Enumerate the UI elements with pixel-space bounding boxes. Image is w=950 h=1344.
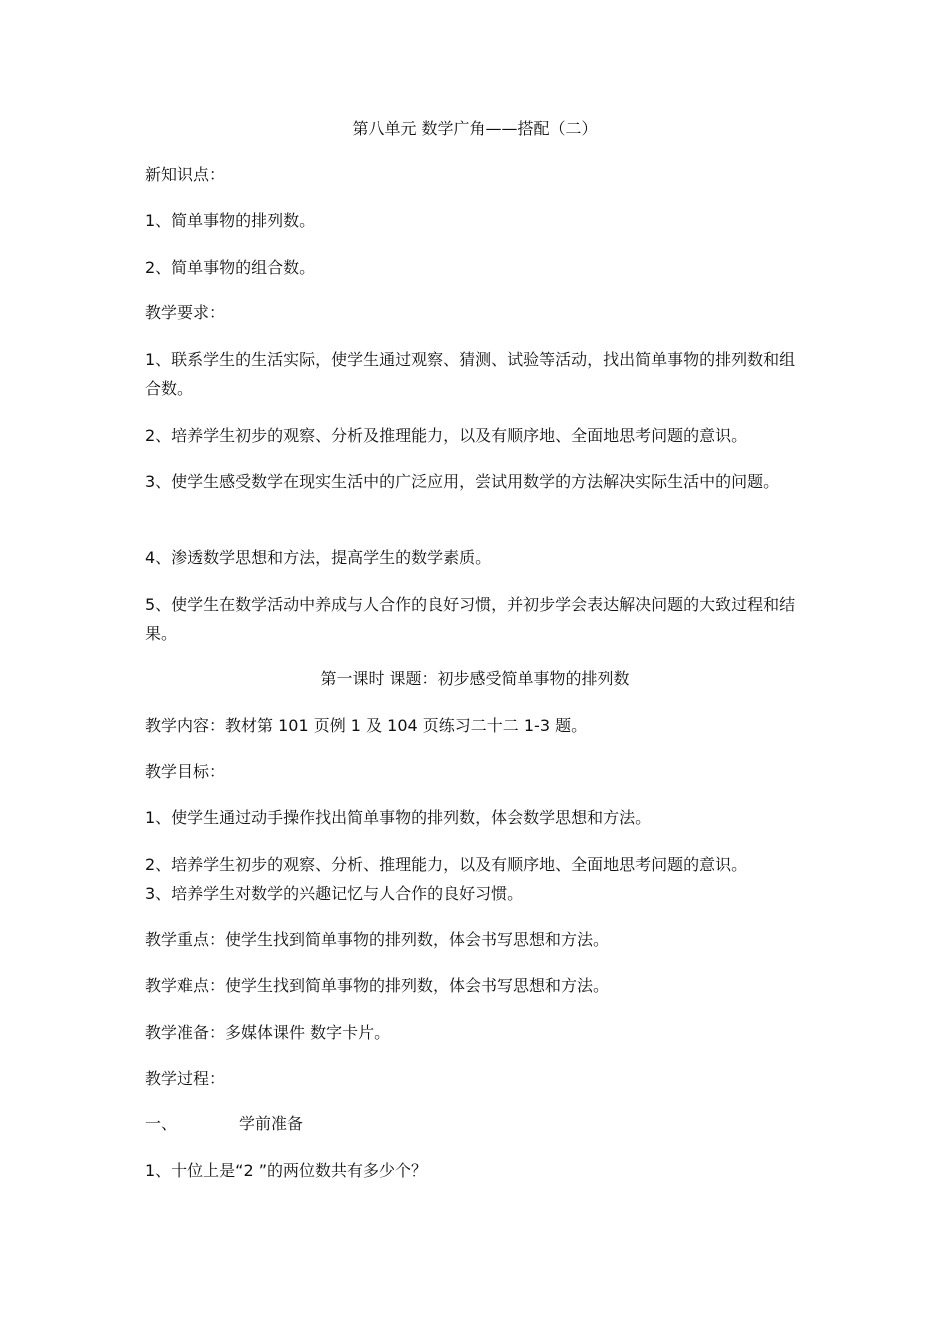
requirement-1: 1、联系学生的生活实际，使学生通过观察、猜测、试验等活动，找出简单事物的排列数和组合数。 bbox=[145, 350, 796, 398]
section-title: 学前准备 bbox=[239, 1114, 304, 1133]
unit-title: 第八单元 数学广角——搭配（二） bbox=[352, 119, 598, 138]
teaching-content: 教学内容：教材第 101 页例 1 及 104 页练习二十二 1-3 题。 bbox=[145, 716, 588, 735]
section-heading bbox=[145, 1109, 810, 1138]
key-point: 教学重点：使学生找到简单事物的排列数，体会书写思想和方法。 bbox=[145, 930, 610, 949]
preparation: 教学准备：多媒体课件 数字卡片。 bbox=[145, 1023, 391, 1042]
process-heading: 教学过程： bbox=[145, 1069, 226, 1088]
requirement-3: 3、使学生感受数学在现实生活中的广泛应用，尝试用数学的方法解决实际生活中的问题。 bbox=[145, 472, 780, 491]
goal-1: 1、使学生通过动手操作找出简单事物的排列数，体会数学思想和方法。 bbox=[145, 808, 652, 827]
section-number: 一、 bbox=[145, 1114, 178, 1133]
goal-2: 2、培养学生初步的观察、分析、推理能力，以及有顺序地、全面地思考问题的意识。 bbox=[145, 855, 748, 874]
new-point-2: 2、简单事物的组合数。 bbox=[145, 258, 316, 277]
lesson-title: 第一课时 课题：初步感受简单事物的排列数 bbox=[320, 669, 630, 688]
goal-3: 3、培养学生对数学的兴趣记忆与人合作的良好习惯。 bbox=[145, 884, 524, 903]
requirement-5: 5、使学生在数学活动中养成与人合作的良好习惯，并初步学会表达解决问题的大致过程和结果。 bbox=[145, 595, 796, 643]
goals-heading: 教学目标： bbox=[145, 762, 226, 781]
question-1: 1、十位上是“2 ”的两位数共有多少个？ bbox=[145, 1161, 428, 1180]
new-points-heading: 新知识点： bbox=[145, 165, 226, 184]
requirement-4: 4、渗透数学思想和方法，提高学生的数学素质。 bbox=[145, 548, 492, 567]
requirement-2: 2、培养学生初步的观察、分析及推理能力，以及有顺序地、全面地思考问题的意识。 bbox=[145, 426, 748, 445]
difficulty: 教学难点：使学生找到简单事物的排列数，体会书写思想和方法。 bbox=[145, 976, 610, 995]
requirements-heading: 教学要求： bbox=[145, 303, 226, 322]
new-point-1: 1、简单事物的排列数。 bbox=[145, 211, 316, 230]
